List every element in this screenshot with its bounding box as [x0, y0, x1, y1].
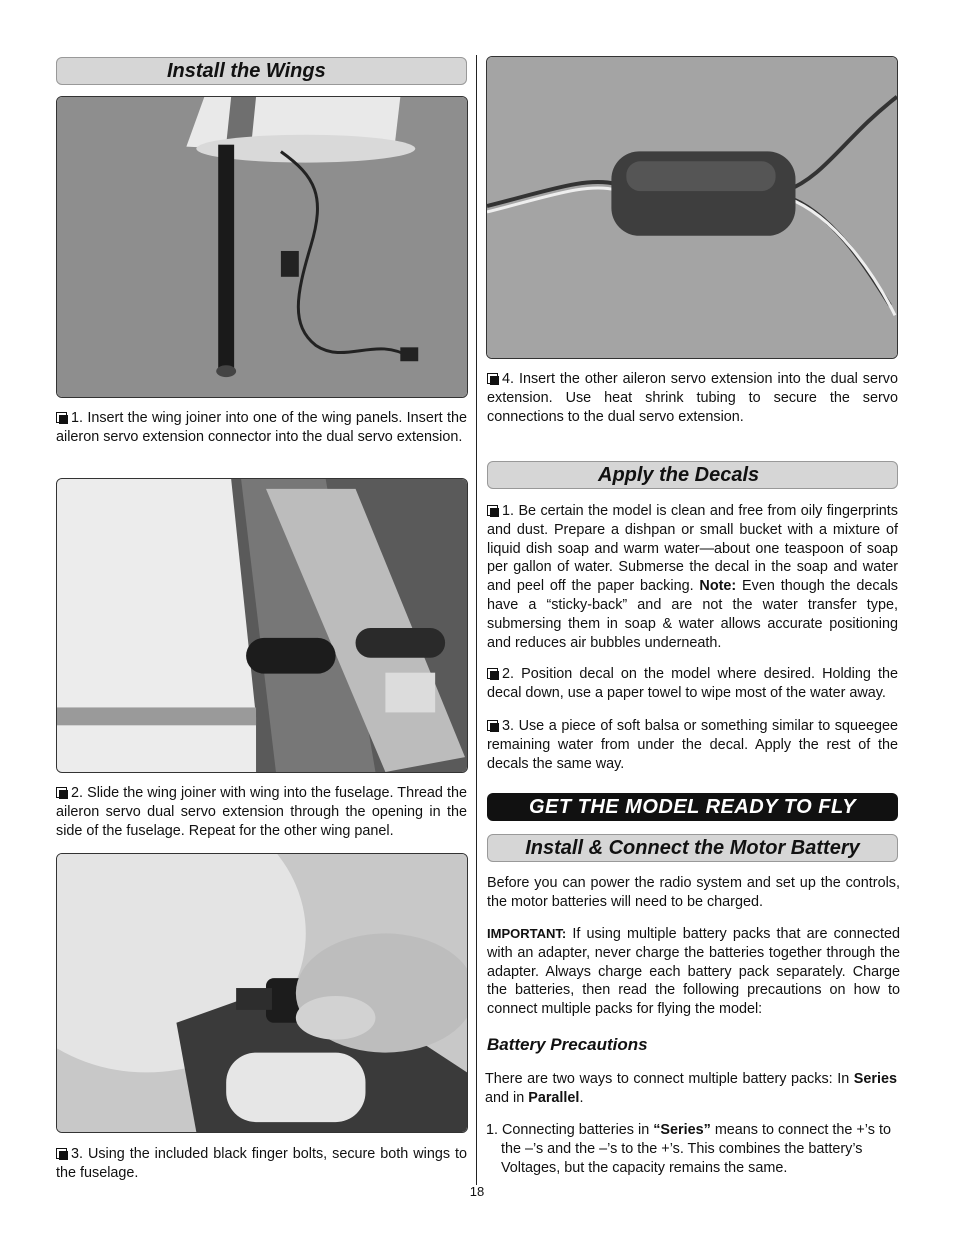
apply-decals-header: Apply the Decals: [487, 461, 898, 489]
checkbox-icon[interactable]: [487, 505, 498, 516]
wing-joiner-photo: [56, 96, 468, 398]
wing-fuselage-photo: [56, 478, 468, 773]
page-number: 18: [469, 1184, 485, 1199]
checkbox-icon[interactable]: [487, 668, 498, 679]
decal-step-2: 2. Position decal on the model where desired. Holding the decal down, use a paper towel to wipe most of the water away.: [487, 666, 898, 701]
checkbox-icon[interactable]: [487, 720, 498, 731]
finger-bolt-photo: [56, 853, 468, 1133]
decal-step-3: 3. Use a piece of soft balsa or something similar to squeegee remaining water from under the decal. Apply the rest of the decals the same way.: [487, 718, 898, 772]
wing-step-1: 1. Insert the wing joiner into one of the wing panels. Insert the aileron servo extension connector into the dual servo extension.: [56, 410, 467, 445]
series-list-item: 1. Connecting batteries in “Series” means to connect the +’s to the –’s and the –’s to the +’s. This combines the battery’s Voltages, but the capacity remains the same.: [486, 1122, 891, 1176]
battery-header: Install & Connect the Motor Battery: [487, 834, 898, 862]
checkbox-icon[interactable]: [56, 787, 67, 798]
wing-step-2: 2. Slide the wing joiner with wing into the fuselage. Thread the aileron servo dual servo extension through the opening in the side of the fuselage. Repeat for the other wing panel.: [56, 785, 467, 839]
decal-step-1: 1. Be certain the model is clean and free from oily fingerprints and dust. Prepare a dishpan or small bucket with a mixture of liquid dish soap and warm water—about one teaspoon of soap per gallon of water. Submerse the decal in the soap and water and peel off the paper backing. Note: Even though the decals have a “sticky-back” and are not the water transfer type, submersing them in soap & water allows accurate positioning and reduces air bubbles underneath.: [487, 503, 898, 651]
battery-precautions-title: Battery Precautions: [487, 1035, 648, 1054]
ready-to-fly-header: GET THE MODEL READY TO FLY: [487, 793, 898, 821]
important-note: IMPORTANT: If using multiple battery packs that are connected with an adapter, never charge the batteries together through the adapter. Always charge each battery pack separately. Charge the batteries, then read the following precautions on how to connect multiple packs for flying the model:: [487, 926, 901, 1018]
connection-ways: There are two ways to connect multiple battery packs: In Series and in Parallel.: [485, 1071, 897, 1106]
checkbox-icon[interactable]: [56, 412, 67, 423]
heat-shrink-photo: [486, 56, 898, 359]
checkbox-icon[interactable]: [487, 373, 498, 384]
column-divider: [476, 55, 477, 1185]
checkbox-icon[interactable]: [56, 1148, 67, 1159]
wing-step-3: 3. Using the included black finger bolts, secure both wings to the fuselage.: [56, 1146, 467, 1181]
wing-step-4: 4. Insert the other aileron servo extension into the dual servo extension. Use heat shrink tubing to secure the servo connections to the dual servo extension.: [487, 371, 898, 425]
battery-intro: Before you can power the radio system and set up the controls, the motor batteries will need to be charged.: [487, 875, 900, 910]
install-wings-header: Install the Wings: [56, 57, 467, 85]
